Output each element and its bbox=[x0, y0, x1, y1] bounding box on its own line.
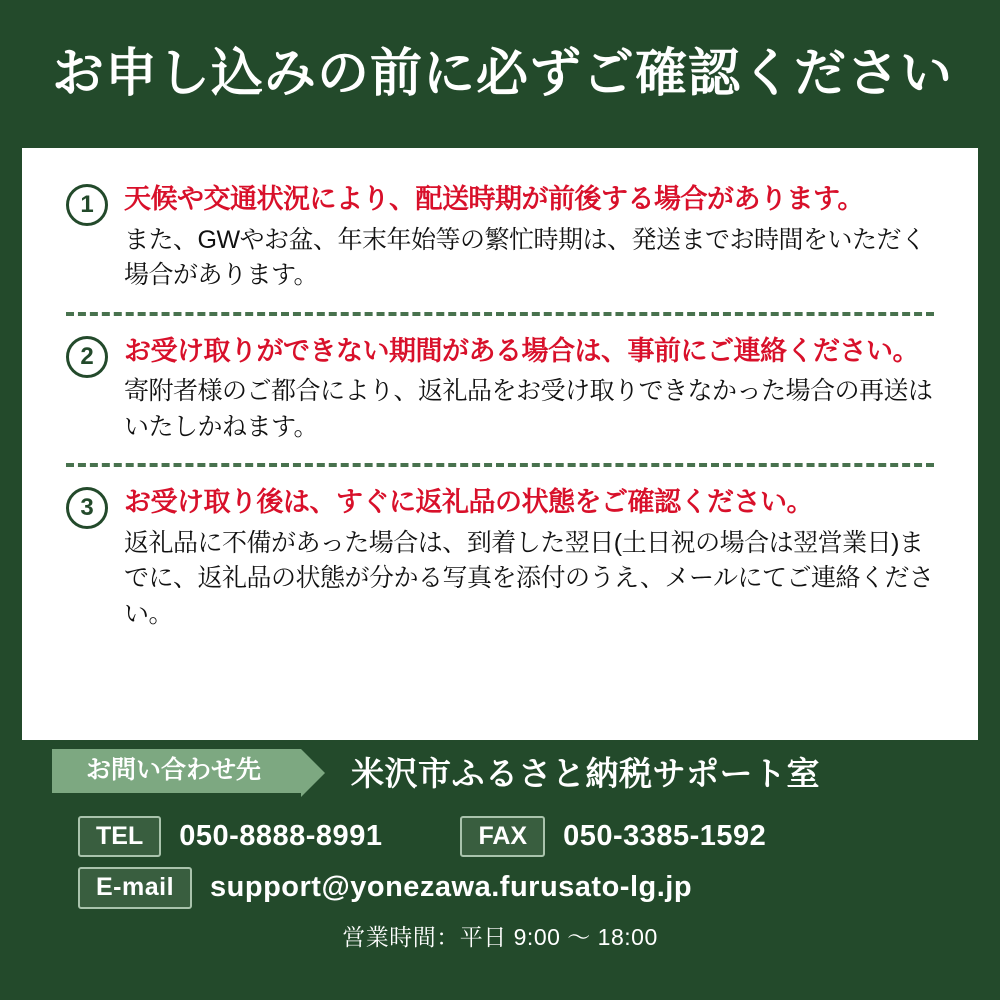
notice-item-2 bbox=[66, 334, 934, 446]
page-title: お申し込みの前に必ずご確認ください bbox=[52, 45, 954, 103]
fax-value: 050-3385-1592 bbox=[563, 820, 767, 853]
fax-label: FAX bbox=[460, 816, 545, 857]
notice-number-badge: 1 bbox=[66, 184, 108, 226]
notice-number-badge: 3 bbox=[66, 487, 108, 529]
notice-text-group bbox=[124, 485, 934, 632]
contact-ribbon-label: お問い合わせ先 bbox=[52, 749, 301, 793]
tel-label: TEL bbox=[78, 816, 161, 857]
section-divider bbox=[66, 463, 934, 467]
poster-header bbox=[0, 0, 1000, 148]
contact-line-phone bbox=[78, 816, 978, 857]
notice-headline: 天候や交通状況により、配送時期が前後する場合があります。 bbox=[124, 184, 864, 214]
contact-block bbox=[22, 740, 978, 978]
notice-headline: お受け取りができない期間がある場合は、事前にご連絡ください。 bbox=[124, 335, 919, 366]
notice-text-group bbox=[124, 334, 934, 446]
email-value[interactable]: support@yonezawa.furusato-lg.jp bbox=[210, 871, 693, 904]
contact-title-row bbox=[22, 740, 978, 802]
notice-number-badge: 2 bbox=[66, 336, 108, 378]
contact-line-email bbox=[78, 867, 978, 908]
notice-headline: お受け取り後は、すぐに返礼品の状態をご確認ください。 bbox=[124, 487, 813, 518]
notice-item-3 bbox=[66, 485, 934, 632]
section-divider bbox=[66, 312, 934, 316]
notice-body: 寄附者様のご都合により、返礼品をお受け取りできなかった場合の再送はいたしかねます。 bbox=[124, 377, 933, 441]
notice-body: 返礼品に不備があった場合は、到着した翌日(土日祝の場合は翌営業日)までに、返礼品の状態が分かる写真を添付のうえ、メールにてご連絡ください。 bbox=[124, 528, 934, 628]
business-hours: 営業時間：平日 9:00 ～ 18:00 bbox=[342, 923, 658, 950]
notice-body: また、GWやお盆、年末年始等の繁忙時期は、発送までお時間をいただく場合があります。 bbox=[124, 225, 926, 290]
notice-text-group bbox=[124, 182, 934, 294]
notice-card bbox=[22, 148, 978, 740]
email-label: E-mail bbox=[78, 867, 192, 908]
tel-value[interactable]: 050-8888-8991 bbox=[179, 820, 383, 853]
contact-details bbox=[22, 816, 978, 909]
organization-name: 米沢市ふるさと納税サポート室 bbox=[351, 754, 821, 792]
notice-item-1 bbox=[66, 182, 934, 294]
